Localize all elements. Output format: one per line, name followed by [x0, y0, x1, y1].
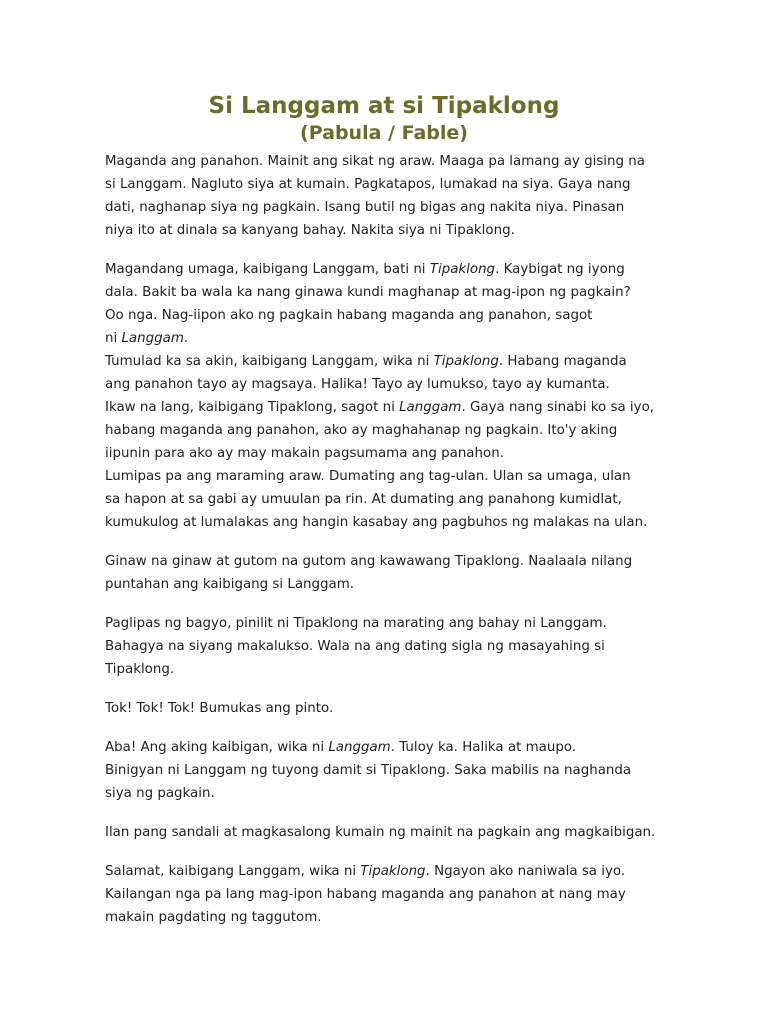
text-segment: habang maganda ang panahon, ako ay maghahanap ng pagkain. Ito'y aking	[105, 423, 618, 438]
text-segment: Tok! Tok! Tok! Bumukas ang pinto.	[105, 701, 334, 716]
text-line	[105, 304, 705, 327]
text-segment: Magandang umaga, kaibigang Langgam, bati ni	[105, 262, 430, 277]
text-segment: Ginaw na ginaw at gutom na gutom ang kawawang Tipaklong. Naalaala nilang	[105, 554, 633, 569]
text-line	[105, 173, 705, 196]
text-line	[105, 465, 705, 488]
text-line	[105, 906, 705, 929]
text-line	[105, 736, 705, 759]
text-line	[105, 419, 705, 442]
text-line	[105, 860, 705, 883]
story-paragraph	[105, 550, 705, 596]
text-segment: . Tuloy ka. Halika at maupo.	[390, 740, 577, 755]
document-title: Si Langgam at si Tipaklong	[208, 93, 560, 119]
text-segment: Ikaw na lang, kaibigang Tipaklong, sagot ni	[105, 400, 400, 415]
text-line	[105, 883, 705, 906]
text-segment: Aba! Ang aking kaibigan, wika ni	[105, 740, 329, 755]
text-line	[105, 612, 705, 635]
text-segment: . Ngayon ako naniwala sa iyo.	[425, 864, 626, 879]
text-segment: Paglipas ng bagyo, pinilit ni Tipaklong na marating ang bahay ni Langgam.	[105, 616, 607, 631]
text-segment: si Langgam. Nagluto siya at kumain. Pagkatapos, lumakad na siya. Gaya nang	[105, 177, 631, 192]
italic-name: Tipaklong	[433, 354, 499, 369]
text-line	[105, 782, 705, 805]
story-paragraph	[105, 860, 705, 929]
text-line	[105, 635, 705, 658]
text-segment: . Gaya nang sinabi ko sa iyo,	[461, 400, 655, 415]
italic-name: Tipaklong	[429, 262, 496, 277]
text-segment: makain pagdating ng taggutom.	[105, 910, 322, 925]
text-line	[105, 550, 705, 573]
italic-name: Langgam	[399, 400, 462, 415]
italic-name: Langgam	[121, 331, 184, 346]
document-subtitle: (Pabula / Fable)	[300, 122, 468, 144]
text-line	[105, 821, 705, 844]
text-segment: Lumipas pa ang maraming araw. Dumating ang tag-ulan. Ulan sa umaga, ulan	[105, 469, 631, 484]
story-paragraph	[105, 150, 705, 242]
text-segment: ni	[105, 331, 122, 346]
text-segment: Oo nga. Nag-iipon ako ng pagkain habang maganda ang panahon, sagot	[105, 308, 593, 323]
text-segment: dati, naghanap siya ng pagkain. Isang butil ng bigas ang nakita niya. Pinasan	[105, 200, 625, 215]
text-segment: . Kaybigat ng iyong	[495, 262, 625, 277]
text-segment: Tipaklong.	[105, 662, 175, 677]
text-line	[105, 573, 705, 596]
text-segment: Binigyan ni Langgam ng tuyong damit si Tipaklong. Saka mabilis na naghanda	[105, 763, 632, 778]
text-line	[105, 396, 705, 419]
story-paragraph	[105, 697, 705, 720]
text-segment: Salamat, kaibigang Langgam, wika ni	[105, 864, 361, 879]
story-paragraph	[105, 821, 705, 844]
text-segment: Tumulad ka sa akin, kaibigang Langgam, wika ni	[105, 354, 434, 369]
text-line	[105, 658, 705, 681]
text-line	[105, 150, 705, 173]
text-line	[105, 511, 705, 534]
text-segment: Kailangan nga pa lang mag-ipon habang maganda ang panahon at nang may	[105, 887, 626, 902]
story-paragraph	[105, 612, 705, 681]
text-segment: kumukulog at lumalakas ang hangin kasabay ang pagbuhos ng malakas na ulan.	[105, 515, 648, 530]
text-segment: niya ito at dinala sa kanyang bahay. Nakita siya ni Tipaklong.	[105, 223, 515, 238]
text-segment: . Habang maganda	[498, 354, 627, 369]
italic-name: Langgam	[328, 740, 391, 755]
text-segment: siya ng pagkain.	[105, 786, 215, 801]
text-line	[105, 442, 705, 465]
text-line	[105, 373, 705, 396]
text-segment: dala. Bakit ba wala ka nang ginawa kundi maghanap at mag-ipon ng pagkain?	[105, 285, 631, 300]
text-line	[105, 196, 705, 219]
text-line	[105, 759, 705, 782]
text-line	[105, 350, 705, 373]
story-paragraph	[105, 258, 705, 534]
text-segment: Bahagya na siyang makalukso. Wala na ang dating sigla ng masayahing si	[105, 639, 605, 654]
text-segment: .	[183, 331, 189, 346]
text-line	[105, 488, 705, 511]
story-body	[105, 150, 705, 945]
text-line	[105, 219, 705, 242]
italic-name: Tipaklong	[360, 864, 426, 879]
text-segment: puntahan ang kaibigang si Langgam.	[105, 577, 355, 592]
text-segment: Maganda ang panahon. Mainit ang sikat ng araw. Maaga pa lamang ay gising na	[105, 154, 645, 169]
text-line	[105, 281, 705, 304]
text-line	[105, 327, 705, 350]
text-segment: Ilan pang sandali at magkasalong kumain ng mainit na pagkain ang magkaibigan.	[105, 825, 656, 840]
text-line	[105, 697, 705, 720]
text-segment: ang panahon tayo ay magsaya. Halika! Tayo ay lumukso, tayo ay kumanta.	[105, 377, 610, 392]
text-segment: sa hapon at sa gabi ay umuulan pa rin. At dumating ang panahong kumidlat,	[105, 492, 622, 507]
text-line	[105, 258, 705, 281]
text-segment: iipunin para ako ay may makain pagsumama ang panahon.	[105, 446, 504, 461]
story-paragraph	[105, 736, 705, 805]
